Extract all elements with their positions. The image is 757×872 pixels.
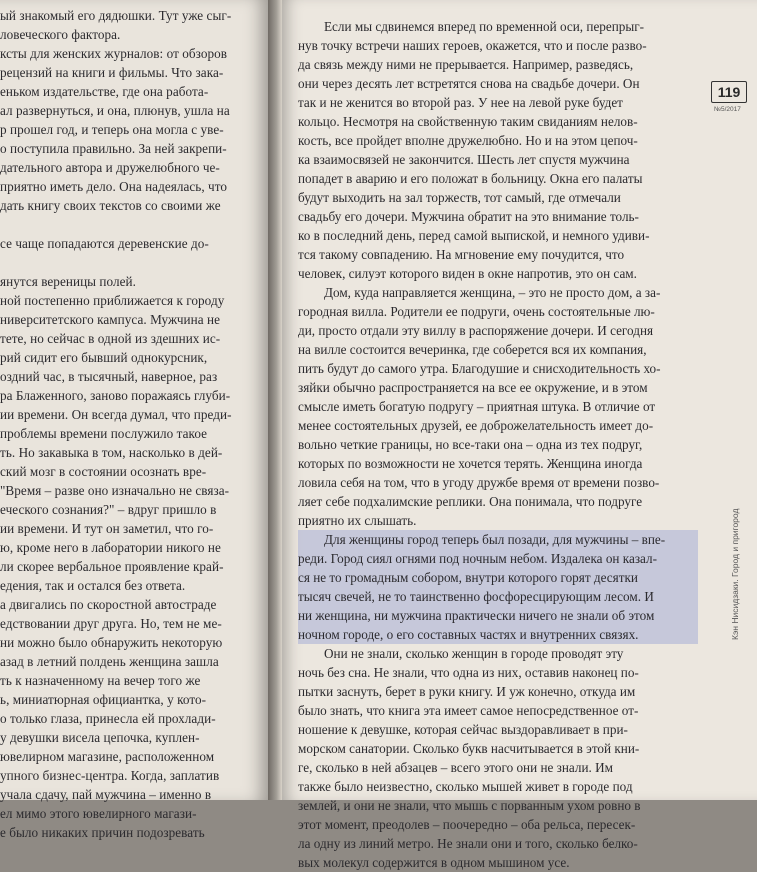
left-page-text-line: ни можно было обнаружить некоторую xyxy=(0,635,223,650)
right-page-text-line: вольно четкие границы, но все-таки она – одна из тех подруг, xyxy=(298,437,643,452)
right-page-text-line: так и не женится во второй раз. У нее на левой руке будет xyxy=(298,95,623,110)
left-page-text-line: тете, но сейчас в одной из здешних ис- xyxy=(0,331,221,346)
right-page-text-line: ношение к девушке, которая сейчас выздоравливает в при- xyxy=(298,722,628,737)
left-page-text-line: оздний час, в тысячный, наверное, раз xyxy=(0,369,218,384)
left-page-text-line: еческого сознания?" – вдруг пришло в xyxy=(0,502,217,517)
right-page-text-line: ночь без сна. Не знали, что одна из них, оставив наконец по- xyxy=(298,665,639,680)
left-page-text-line: ной постепенно приближается к городу xyxy=(0,293,225,308)
right-page-text-line: Для женщины город теперь был позади, для мужчины – впе- xyxy=(298,530,698,549)
left-page-text-line: учала сдачу, пай мужчина – именно в xyxy=(0,787,212,802)
left-page-text-line: ал развернуться, и она, плюнув, ушла на xyxy=(0,103,230,118)
left-page-text-line: ть. Но закавыка в том, насколько в дей- xyxy=(0,445,223,460)
right-page-text-line: пытки заснуть, берет в руки книгу. И уж конечно, откуда им xyxy=(298,684,636,699)
right-page-text-line: ка взаимосвязей не закончится. Шесть лет спустя мужчина xyxy=(298,152,630,167)
right-page-text-line: тысяч свечей, не то таинственно фосфоресцирующим лесом. И xyxy=(298,587,698,606)
left-page-text-line: ый знакомый его дядюшки. Тут уже сыг- xyxy=(0,8,232,23)
right-page-text-line: морском санатории. Сколько букв насчитывается в этой кни- xyxy=(298,741,640,756)
right-page-text-line: землей, и они не знали, что мышь с порванным ухом ровно в xyxy=(298,798,641,813)
right-page-text-line: менее состоятельных друзей, ее доброжелательность имеет до- xyxy=(298,418,654,433)
left-page-text-line: еньком издательстве, где она работа- xyxy=(0,84,209,99)
right-page xyxy=(282,0,757,870)
left-page-text-line: о поступила правильно. За ней закрепи- xyxy=(0,141,227,156)
left-page-text-line: е было никаких причин подозревать xyxy=(0,825,205,840)
page-number: 119 xyxy=(711,81,747,103)
left-page-text-line: янутся вереницы полей. xyxy=(0,274,137,289)
right-page-text-line: Дом, куда направляется женщина, – это не просто дом, а за- xyxy=(324,285,661,300)
left-page xyxy=(0,0,268,840)
left-page-text-line: ли скорее вербальное проявление край- xyxy=(0,559,224,574)
right-page-text-line: пить будут до самого утра. Благодушие и снисходительность хо- xyxy=(298,361,661,376)
left-page-text-line: ь, миниатюрная официантка, у кото- xyxy=(0,692,207,707)
right-page-text-line: ко в последний день, перед самой выпиской, и немного удиви- xyxy=(298,228,650,243)
left-page-text-line: р прошел год, и теперь она могла с уве- xyxy=(0,122,224,137)
left-page-text-line: се чаще попадаются деревенские до- xyxy=(0,236,209,251)
right-page-text-line: кольцо. Несмотря на свойственную таким свиданиям нелов- xyxy=(298,114,638,129)
left-page-text-line: рий сидит его бывший однокурсник, xyxy=(0,350,208,365)
left-page-text-line: а двигались по скоростной автостраде xyxy=(0,597,217,612)
right-page-text-line: свадьбу его дочери. Мужчина обратит на это внимание толь- xyxy=(298,209,639,224)
left-page-text-line: ксты для женских журналов: от обзоров xyxy=(0,46,228,61)
left-page-text-line: ю, кроме него в лаборатории никого не xyxy=(0,540,221,555)
left-page-text-line: ии времени. И тут он заметил, что го- xyxy=(0,521,214,536)
right-page-text-line: кость, все пройдет вполне дружелюбно. Но и на этом цепоч- xyxy=(298,133,638,148)
left-page-text-line: рецензий на книги и фильмы. Что зака- xyxy=(0,65,224,80)
left-page-text-line: ть к назначенному на вечер того же xyxy=(0,673,201,688)
book-gutter xyxy=(268,0,282,800)
left-page-text-line: "Время – разве оно изначально не связа- xyxy=(0,483,230,498)
right-page-text-line: ла одну из линий метро. Не знали они и того, сколько белко- xyxy=(298,836,638,851)
left-page-text-line: ский мозг в состоянии осознать вре- xyxy=(0,464,207,479)
left-page-text-line: ра Блаженного, заново поражаясь глуби- xyxy=(0,388,231,403)
right-page-text-line: нув точку встречи наших героев, окажется, что и после разво- xyxy=(298,38,647,53)
right-page-text-line: вых молекул содержится в одном мышином усе. xyxy=(298,855,570,870)
right-page-text-line: ночном городе, о его составных частях и внутренних связях. xyxy=(298,625,698,644)
left-page-text-line xyxy=(0,215,262,234)
left-page-text-line: ел мимо этого ювелирного магази- xyxy=(0,806,197,821)
left-page-text-line: ювелирном магазине, расположенном xyxy=(0,749,215,764)
left-page-text-line xyxy=(0,253,262,272)
right-page-text-line: городная вилла. Родители ее подруги, очень состоятельные лю- xyxy=(298,304,655,319)
right-page-text-line: они через десять лет встретятся снова на свадьбе дочери. Он xyxy=(298,76,640,91)
right-page-text-line: ловила себя на том, что в угоду дружбе время от времени позво- xyxy=(298,475,660,490)
right-page-text-line: Если мы сдвинемся вперед по временной оси, перепрыг- xyxy=(324,19,645,34)
right-page-text-line: человек, силуэт которого виден в окне напротив, это он сам. xyxy=(298,266,637,281)
left-page-text-line: ии времени. Он всегда думал, что преди- xyxy=(0,407,232,422)
left-page-text-line: проблемы времени послужило такое xyxy=(0,426,208,441)
right-page-text-line: ди, просто отдали эту виллу в распоряжение дочери. И сегодня xyxy=(298,323,654,338)
right-page-text-line: было знать, что книга эта имеет самое непосредственное от- xyxy=(298,703,639,718)
right-page-text-line: Они не знали, сколько женщин в городе проводят эту xyxy=(324,646,624,661)
left-page-text-line: ниверситетского кампуса. Мужчина не xyxy=(0,312,220,327)
right-page-text-line: ляет себе подхалимские реплики. Она понимала, что подруге xyxy=(298,494,643,509)
right-page-text-line: ге, сколько в ней абзацев – всего этого они не знали. Им xyxy=(298,760,614,775)
left-page-text-line: ловеческого фактора. xyxy=(0,27,121,42)
right-page-text-line: которых по возможности не хочется терять. Женщина иногда xyxy=(298,456,643,471)
right-page-text-line: да связь между ними не прерывается. Например, разведясь, xyxy=(298,57,634,72)
left-page-text-line: приятно иметь дело. Она надеялась, что xyxy=(0,179,228,194)
running-title: Кэн Нисидзаки. Город и пригород xyxy=(730,508,740,640)
right-page-text-line: этот момент, преодолев – поочередно – оба рельса, пересек- xyxy=(298,817,636,832)
left-page-text-line: упного бизнес-центра. Когда, заплатив xyxy=(0,768,220,783)
right-page-text-line: приятно их слышать. xyxy=(298,513,417,528)
issue-label: №5/2017 xyxy=(714,106,741,113)
right-page-text-line: попадет в аварию и его положат в больницу. Окна его палаты xyxy=(298,171,643,186)
left-page-text-line: о только глаза, принесла ей прохлади- xyxy=(0,711,216,726)
right-page-text-line: смысле иметь богатую подругу – приятная штука. В отличие от xyxy=(298,399,656,414)
right-page-text-line: зяйки обычно распространяется на все ее окружение, и в этом xyxy=(298,380,648,395)
right-page-text-line: тся такому совпадению. На мгновение ему почудится, что xyxy=(298,247,625,262)
left-page-text-line: у девушки висела цепочка, куплен- xyxy=(0,730,200,745)
right-page-text-line: ни женщина, ни мужчина практически ничего не знали об этом xyxy=(298,606,698,625)
right-page-text xyxy=(298,17,698,872)
right-page-text-line: реди. Город сиял огнями под ночным небом. Издалека он казал- xyxy=(298,549,698,568)
left-page-text-line: дательного автора и дружелюбного че- xyxy=(0,160,220,175)
left-page-text-line: едения, так и остался без ответа. xyxy=(0,578,186,593)
right-page-text-line: также было неизвестно, сколько мышей живет в городе под xyxy=(298,779,633,794)
left-page-text-line: азад в летний полдень женщина зашла xyxy=(0,654,219,669)
left-page-text-line: едствовании друг друга. Но, тем не ме- xyxy=(0,616,222,631)
right-page-text-line: на вилле состоится вечеринка, где соберется вся их компания, xyxy=(298,342,647,357)
left-page-text xyxy=(0,6,262,842)
right-page-text-line: будут выходить на зал торжеств, тот самый, где отмечали xyxy=(298,190,621,205)
left-page-text-line: дать книгу своих текстов со своими же xyxy=(0,198,221,213)
right-page-text-line: ся не то громадным собором, внутри которого горят десятки xyxy=(298,568,698,587)
